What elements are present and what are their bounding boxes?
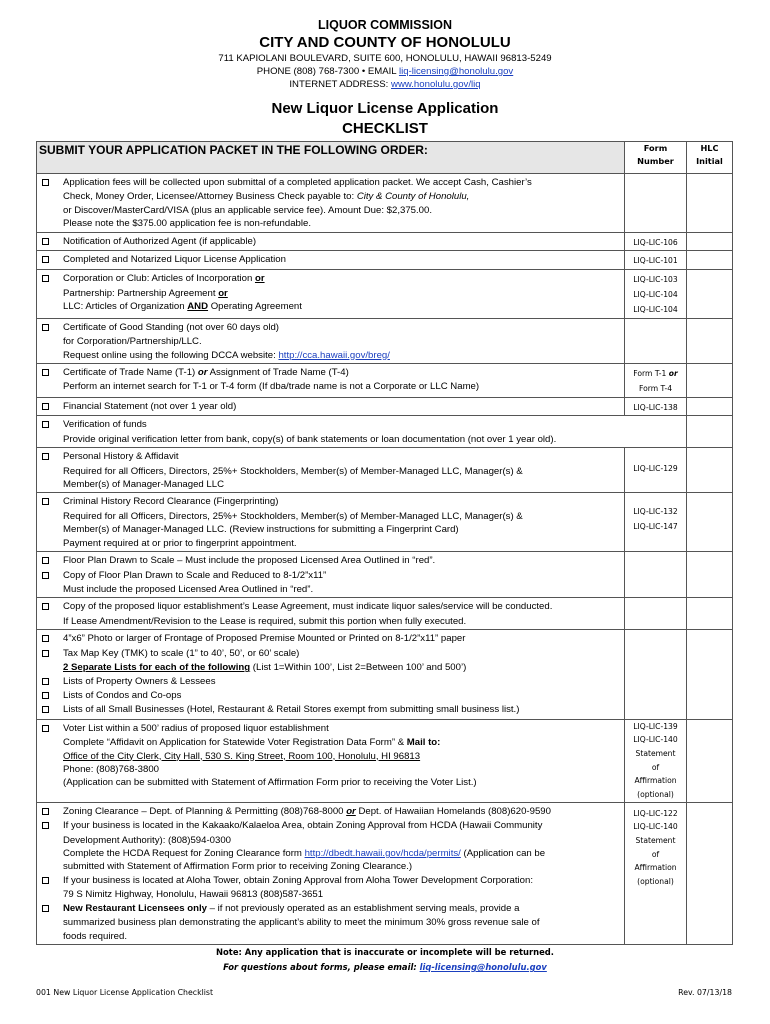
note-incomplete: Note: Any application that is inaccurate or incomplete will be returned.: [216, 947, 554, 957]
checkbox[interactable]: [39, 554, 63, 568]
document-title: New Liquor License Application: [271, 100, 499, 117]
checkbox[interactable]: [39, 321, 63, 335]
contact-line: [0, 65, 770, 78]
form-number: LIQ-LIC-138: [625, 397, 687, 416]
hlc-initial-cell[interactable]: [687, 318, 733, 363]
checkbox[interactable]: [39, 647, 63, 661]
hlc-initial-header: HLC Initial: [687, 142, 733, 174]
table-row: Personal History & Affidavit Required for all Officers, Directors, 25%+ Stockholders, Member(s) of Member-Managed LLC, Manager(s) & Member(s) of Manager-Managed LLC LIQ-LIC-129: [37, 448, 733, 493]
hlc-initial-cell[interactable]: [687, 598, 733, 630]
hlc-initial-cell[interactable]: [687, 397, 733, 416]
table-row: Voter List within a 500’ radius of proposed liquor establishment Complete “Affidavit on Application for Statewide Voter Registration Data Form” & Mail to: Office of the City Clerk, City Hall, 530 S. King Street, Room 100, Honolulu, HI 96813 Phone: (808)768-3800 (Application can be submitted with Statement of Affirmation Form prior to receiving the Voter List.) LIQ-LIC-139 LIQ-LIC-140 Statement of Affirmation (optional): [37, 719, 733, 802]
agency-address: 711 KAPIOLANI BOULEVARD, SUITE 600, HONOLULU, HAWAII 96813-5249: [218, 53, 552, 64]
hlc-initial-cell[interactable]: [687, 174, 733, 233]
hlc-initial-cell[interactable]: [687, 493, 733, 552]
checkbox[interactable]: [39, 675, 63, 689]
checkbox[interactable]: [39, 253, 63, 267]
hlc-initial-cell[interactable]: [687, 552, 733, 598]
document-subtitle: CHECKLIST: [342, 120, 428, 137]
hlc-initial-cell[interactable]: [687, 232, 733, 251]
footer-document-name: 001 New Liquor License Application Checklist: [36, 988, 214, 997]
email-link[interactable]: liq-licensing@honolulu.gov: [398, 66, 514, 77]
agency-name: LIQUOR COMMISSION: [317, 18, 453, 32]
checkbox[interactable]: [39, 600, 63, 614]
hlc-initial-cell[interactable]: [687, 270, 733, 318]
table-row: Floor Plan Drawn to Scale – Must include the proposed Licensed Area Outlined in “red”. Copy of Floor Plan Drawn to Scale and Reduced to 8-1/2”x11” Must include the proposed Licensed Area Outlined in “red”.: [37, 552, 733, 598]
checkbox[interactable]: [39, 819, 63, 833]
table-row: Copy of the proposed liquor establishment’s Lease Agreement, must indicate liquor sales/service will be conducted. If Lease Amendment/Revision to the Lease is required, submit this portion when fully executed.: [37, 598, 733, 630]
checkbox[interactable]: [39, 874, 63, 888]
hlc-initial-cell[interactable]: [687, 630, 733, 720]
checkbox[interactable]: [39, 495, 63, 509]
checkbox[interactable]: [39, 176, 63, 190]
footer-revision: Rev. 07/13/18: [678, 988, 732, 997]
dcca-link[interactable]: http://cca.hawaii.gov/breg/: [278, 349, 390, 361]
form-number: LIQ-LIC-122 LIQ-LIC-140 Statement of Affirmation (optional): [625, 802, 687, 944]
form-number: LIQ-LIC-139 LIQ-LIC-140 Statement of Affirmation (optional): [625, 719, 687, 802]
jurisdiction-name: CITY AND COUNTY OF HONOLULU: [259, 34, 511, 51]
checklist-table: [36, 141, 733, 945]
checkbox[interactable]: [39, 722, 63, 736]
checkbox[interactable]: [39, 689, 63, 703]
checkbox[interactable]: [39, 569, 63, 583]
checkbox[interactable]: [39, 400, 63, 414]
internet-line: [0, 78, 770, 91]
form-number-header: Form Number: [625, 142, 687, 174]
hlc-initial-cell[interactable]: [687, 363, 733, 397]
table-row: Zoning Clearance – Dept. of Planning & Permitting (808)768-8000 or Dept. of Hawaiian Homelands (808)620-9590 If your business is located in the Kakaako/Kalaeloa Area, obtain Zoning Approval from HCDA (Hawaii Community Development Authority): (808)594-0300 Complete the HCDA Request for Zoning Clearance form http://dbedt.hawaii.gov/hcda/permits/ (Application can be submitted with Statement of Affirmation Form prior to receiving Zoning Clearance.) If your business is located at Aloha Tower, obtain Zoning Approval from Aloha Tower Development Corporation: 79 S Nimitz Highway, Honolulu, Hawaii 96813 (808)587-3651 New Restaurant Licensees only – if not previously operated as an establishment serving meals, provide a summarized business plan demonstrating the applicant’s ability to meet the minimum 30% gross revenue sale of foods required. LIQ-LIC-122 LIQ-LIC-140 Statement of Affirmation (optional): [37, 802, 733, 944]
form-number: LIQ-LIC-106: [625, 232, 687, 251]
table-header-row: [37, 142, 733, 174]
table-row: Completed and Notarized Liquor License Application LIQ-LIC-101: [37, 251, 733, 270]
checkbox[interactable]: [39, 366, 63, 380]
website-link[interactable]: www.honolulu.gov/liq: [391, 79, 481, 90]
table-row: Certificate of Trade Name (T-1) or Assignment of Trade Name (T-4) Perform an internet search for T-1 or T-4 form (If dba/trade name is not a Corporate or LLC Name) Form T-1 or Form T-4: [37, 363, 733, 397]
checkbox[interactable]: [39, 902, 63, 916]
checkbox[interactable]: [39, 450, 63, 464]
checkbox[interactable]: [39, 703, 63, 717]
hlc-initial-cell[interactable]: [687, 719, 733, 802]
hlc-initial-cell[interactable]: [687, 251, 733, 270]
checkbox[interactable]: [39, 805, 63, 819]
hcda-link[interactable]: http://dbedt.hawaii.gov/hcda/permits/: [304, 847, 461, 859]
table-row: Application fees will be collected upon submittal of a completed application packet. We accept Cash, Cashier’s Check, Money Order, Licensee/Attorney Business Check payable to: City & County of Honolulu, or Discover/MasterCard/VISA (plus an applicable service fee). Amount Due: $2,375.00. Please note the $375.00 application fee is non-refundable.: [37, 174, 733, 233]
checkbox[interactable]: [39, 235, 63, 249]
table-row: Criminal History Record Clearance (Fingerprinting) Required for all Officers, Directors, 25%+ Stockholders, Member(s) of Member-Managed LLC, Manager(s) & Member(s) of Manager-Managed LLC. (Review instructions for submitting a Fingerprint Card) Payment required at or prior to fingerprint appointment. LIQ-LIC-132 LIQ-LIC-147: [37, 493, 733, 552]
table-row: Notification of Authorized Agent (if applicable) LIQ-LIC-106: [37, 232, 733, 251]
table-main-header: SUBMIT YOUR APPLICATION PACKET IN THE FOLLOWING ORDER:: [37, 142, 625, 174]
hlc-initial-cell[interactable]: [687, 448, 733, 493]
form-number: Form T-1 or Form T-4: [625, 363, 687, 397]
form-number: LIQ-LIC-129: [625, 448, 687, 493]
internet-label: INTERNET ADDRESS:: [289, 79, 392, 90]
table-row: 4”x6” Photo or larger of Frontage of Proposed Premise Mounted or Printed on 8-1/2”x11” paper Tax Map Key (TMK) to scale (1” to 40’, 50’, or 60’ scale) 2 Separate Lists for each of the following (List 1=Within 100’, List 2=Between 100’ and 500’) Lists of Property Owners & Lessees Lists of Condos and Co-ops Lists of all Small Businesses (Hotel, Restaurant & Retail Stores exempt from submitting small business list.): [37, 630, 733, 720]
hlc-initial-cell[interactable]: [687, 416, 733, 448]
checkbox[interactable]: [39, 418, 63, 432]
form-number: LIQ-LIC-101: [625, 251, 687, 270]
table-row: Verification of funds Provide original verification letter from bank, copy(s) of bank statements or loan documentation (not over 1 year old).: [37, 416, 733, 448]
table-row: Financial Statement (not over 1 year old) LIQ-LIC-138: [37, 397, 733, 416]
hlc-initial-cell[interactable]: [687, 802, 733, 944]
checkbox[interactable]: [39, 272, 63, 286]
questions-email-link[interactable]: liq-licensing@honolulu.gov: [419, 962, 547, 972]
form-number: LIQ-LIC-103 LIQ-LIC-104 LIQ-LIC-104: [625, 270, 687, 318]
phone-text: PHONE (808) 768-7300 • EMAIL: [256, 66, 399, 77]
note-questions: For questions about forms, please email: liq-licensing@honolulu.gov: [223, 962, 547, 972]
checkbox[interactable]: [39, 632, 63, 646]
table-row: Corporation or Club: Articles of Incorporation or Partnership: Partnership Agreement or LLC: Articles of Organization AND Operating Agreement LIQ-LIC-103 LIQ-LIC-104 LIQ-LIC-104: [37, 270, 733, 318]
form-number: LIQ-LIC-132 LIQ-LIC-147: [625, 493, 687, 552]
table-row: Certificate of Good Standing (not over 60 days old) for Corporation/Partnership/LLC. Request online using the following DCCA website: http://cca.hawaii.gov/breg/: [37, 318, 733, 363]
